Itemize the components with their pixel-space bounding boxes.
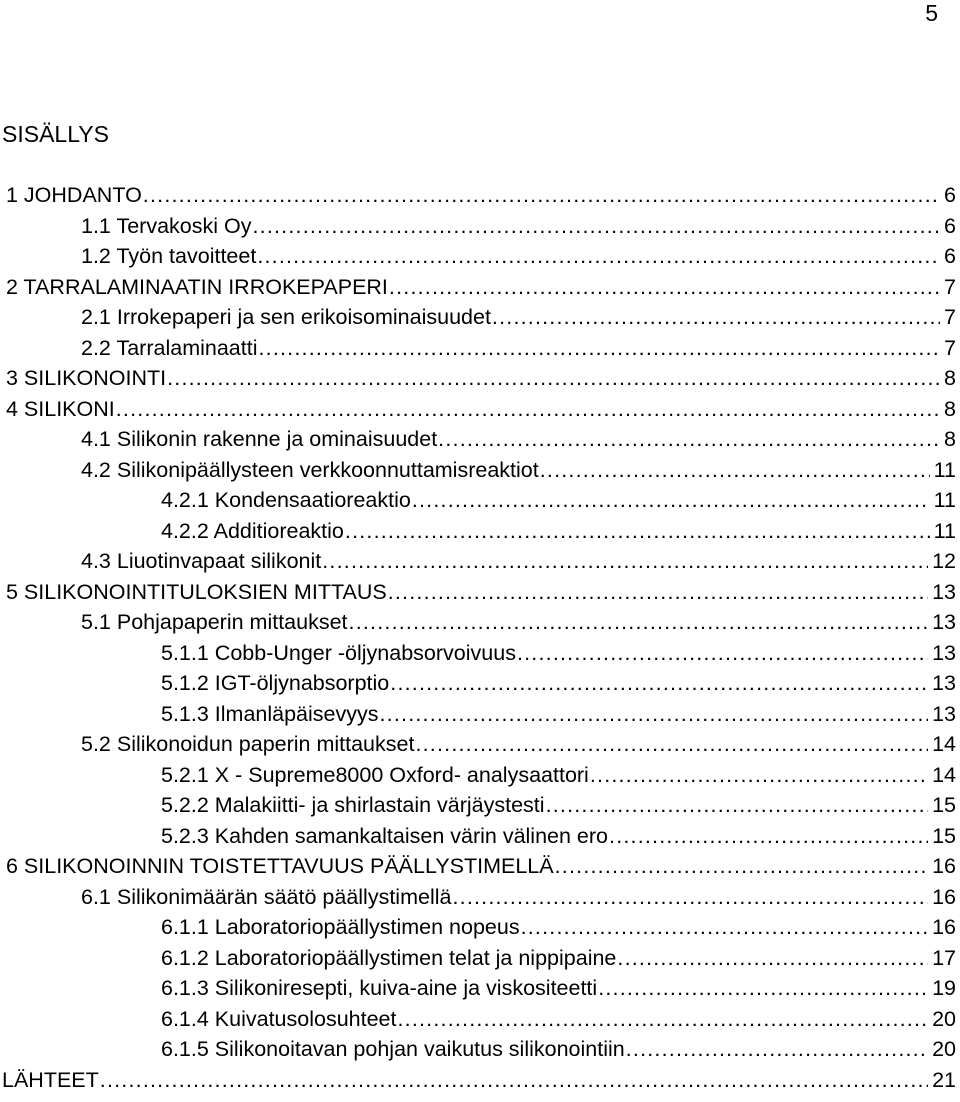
toc-entry[interactable] bbox=[0, 729, 956, 760]
toc-entry[interactable] bbox=[0, 699, 956, 730]
toc-dot-leader bbox=[397, 1004, 928, 1034]
toc-entry-title: 5.1.2 IGT-öljynabsorptio bbox=[161, 668, 390, 698]
toc-dot-leader bbox=[626, 1034, 928, 1064]
toc-entry-title: 2 TARRALAMINAATIN IRROKEPAPERI bbox=[6, 272, 389, 302]
toc-entry-page: 11 bbox=[930, 485, 956, 515]
toc-dot-leader bbox=[252, 211, 940, 241]
toc-dot-leader bbox=[412, 485, 930, 515]
toc-dot-leader bbox=[617, 943, 928, 973]
toc-entry[interactable] bbox=[0, 180, 956, 211]
toc-entry-page: 21 bbox=[928, 1065, 956, 1095]
toc-entry-title: 5.2 Silikonoidun paperin mittaukset bbox=[81, 729, 415, 759]
toc-entry-page: 6 bbox=[940, 211, 956, 241]
toc-dot-leader bbox=[390, 668, 928, 698]
toc-entry-title: 3 SILIKONOINTI bbox=[6, 363, 167, 393]
toc-entry[interactable] bbox=[0, 546, 956, 577]
toc-entry[interactable] bbox=[0, 485, 956, 516]
toc-entry[interactable] bbox=[0, 302, 956, 333]
toc-dot-leader bbox=[349, 607, 929, 637]
toc-entry[interactable] bbox=[0, 272, 956, 303]
toc-entry[interactable] bbox=[0, 1065, 956, 1096]
toc-entry-page: 7 bbox=[940, 272, 956, 302]
toc-entry-title: 1.1 Tervakoski Oy bbox=[81, 211, 252, 241]
toc-entry-page: 15 bbox=[928, 790, 956, 820]
toc-entry-title: 1.2 Työn tavoitteet bbox=[81, 241, 257, 271]
toc-entry-page: 16 bbox=[928, 882, 956, 912]
toc-entry-title: 5.1 Pohjapaperin mittaukset bbox=[81, 607, 349, 637]
toc-dot-leader bbox=[540, 455, 930, 485]
toc-entry-page: 14 bbox=[928, 729, 956, 759]
toc-entry-page: 20 bbox=[928, 1004, 956, 1034]
toc-entry[interactable] bbox=[0, 973, 956, 1004]
toc-entry[interactable] bbox=[0, 760, 956, 791]
toc-entry-page: 12 bbox=[928, 546, 956, 576]
toc-entry-title: 5.2.3 Kahden samankaltaisen värin välinen ero bbox=[161, 821, 609, 851]
toc-dot-leader bbox=[380, 699, 929, 729]
toc-entry-title: 6.1.1 Laboratoriopäällystimen nopeus bbox=[161, 912, 521, 942]
toc-entry-page: 8 bbox=[940, 424, 956, 454]
toc-entry-title: 6 SILIKONOINNIN TOISTETTAVUUS PÄÄLLYSTIMELLÄ bbox=[6, 851, 555, 881]
toc-entry-title: 4 SILIKONI bbox=[6, 394, 116, 424]
toc-entry-page: 13 bbox=[928, 577, 956, 607]
toc-dot-leader bbox=[546, 790, 929, 820]
toc-dot-leader bbox=[258, 333, 940, 363]
toc-entry[interactable] bbox=[0, 1004, 956, 1035]
toc-entry-page: 15 bbox=[928, 821, 956, 851]
toc-entry[interactable] bbox=[0, 638, 956, 669]
toc-entry-page: 19 bbox=[928, 973, 956, 1003]
toc-entry[interactable] bbox=[0, 394, 956, 425]
toc-entry-page: 7 bbox=[940, 302, 956, 332]
toc-entry[interactable] bbox=[0, 912, 956, 943]
toc-dot-leader bbox=[100, 1065, 928, 1095]
toc-dot-leader bbox=[257, 241, 940, 271]
toc-dot-leader bbox=[492, 302, 940, 332]
toc-entry-page: 17 bbox=[928, 943, 956, 973]
toc-entry[interactable] bbox=[0, 577, 956, 608]
toc-entry-page: 11 bbox=[930, 516, 956, 546]
toc-entry-title: 6.1.2 Laboratoriopäällystimen telat ja nippipaine bbox=[161, 943, 617, 973]
toc-entry[interactable] bbox=[0, 455, 956, 486]
toc-entry[interactable] bbox=[0, 821, 956, 852]
toc-dot-leader bbox=[517, 638, 928, 668]
toc-entry[interactable] bbox=[0, 943, 956, 974]
toc-entry-page: 13 bbox=[928, 699, 956, 729]
toc-dot-leader bbox=[438, 424, 940, 454]
toc-entry-title: 5.2.2 Malakiitti- ja shirlastain värjäystesti bbox=[161, 790, 546, 820]
toc-entry[interactable] bbox=[0, 851, 956, 882]
toc-entry-page: 16 bbox=[928, 851, 956, 881]
toc-entry-page: 13 bbox=[928, 607, 956, 637]
toc-entry-page: 13 bbox=[928, 638, 956, 668]
toc-entry-page: 6 bbox=[940, 180, 956, 210]
toc-entry-title: 2.2 Tarralaminaatti bbox=[81, 333, 258, 363]
toc-entry[interactable] bbox=[0, 241, 956, 272]
toc-entry[interactable] bbox=[0, 333, 956, 364]
toc-entry-title: LÄHTEET bbox=[2, 1065, 100, 1095]
toc-entry-title: 4.2.2 Additioreaktio bbox=[161, 516, 345, 546]
toc-dot-leader bbox=[590, 760, 928, 790]
toc-dot-leader bbox=[555, 851, 928, 881]
toc-entry-page: 11 bbox=[930, 455, 956, 485]
toc-dot-leader bbox=[521, 912, 929, 942]
toc-entry-title: 5 SILIKONOINTITULOKSIEN MITTAUS bbox=[6, 577, 388, 607]
toc-dot-leader bbox=[598, 973, 928, 1003]
toc-entry[interactable] bbox=[0, 516, 956, 547]
page-number: 5 bbox=[925, 0, 938, 26]
toc-entry-page: 13 bbox=[928, 668, 956, 698]
toc-heading: SISÄLLYS bbox=[2, 121, 109, 147]
toc-entry[interactable] bbox=[0, 1034, 956, 1065]
toc-dot-leader bbox=[389, 272, 940, 302]
table-of-contents bbox=[0, 180, 956, 1095]
toc-dot-leader bbox=[345, 516, 930, 546]
toc-dot-leader bbox=[167, 363, 940, 393]
toc-entry-title: 1 JOHDANTO bbox=[6, 180, 143, 210]
toc-dot-leader bbox=[452, 882, 928, 912]
toc-entry-page: 8 bbox=[940, 363, 956, 393]
toc-entry[interactable] bbox=[0, 363, 956, 394]
toc-entry[interactable] bbox=[0, 668, 956, 699]
toc-entry[interactable] bbox=[0, 607, 956, 638]
toc-entry-page: 6 bbox=[940, 241, 956, 271]
toc-entry-page: 16 bbox=[928, 912, 956, 942]
toc-dot-leader bbox=[116, 394, 940, 424]
toc-entry[interactable] bbox=[0, 790, 956, 821]
toc-dot-leader bbox=[388, 577, 928, 607]
toc-dot-leader bbox=[322, 546, 928, 576]
toc-entry-title: 4.2 Silikonipäällysteen verkkoonnuttamisreaktiot bbox=[81, 455, 540, 485]
toc-entry-page: 20 bbox=[928, 1034, 956, 1064]
toc-entry-title: 5.2.1 X - Supreme8000 Oxford- analysaattori bbox=[161, 760, 590, 790]
toc-entry[interactable] bbox=[0, 882, 956, 913]
toc-entry-title: 6.1.4 Kuivatusolosuhteet bbox=[161, 1004, 397, 1034]
toc-entry[interactable] bbox=[0, 211, 956, 242]
toc-entry-page: 7 bbox=[940, 333, 956, 363]
toc-entry-page: 14 bbox=[928, 760, 956, 790]
toc-dot-leader bbox=[609, 821, 928, 851]
toc-entry-title: 4.2.1 Kondensaatioreaktio bbox=[161, 485, 412, 515]
toc-entry[interactable] bbox=[0, 424, 956, 455]
toc-entry-title: 5.1.3 Ilmanläpäisevyys bbox=[161, 699, 380, 729]
toc-dot-leader bbox=[415, 729, 928, 759]
toc-entry-title: 6.1.5 Silikonoitavan pohjan vaikutus silikonointiin bbox=[161, 1034, 626, 1064]
toc-dot-leader bbox=[143, 180, 940, 210]
toc-entry-title: 5.1.1 Cobb-Unger -öljynabsorvoivuus bbox=[161, 638, 517, 668]
toc-entry-title: 4.3 Liuotinvapaat silikonit bbox=[81, 546, 322, 576]
toc-entry-title: 6.1 Silikonimäärän säätö päällystimellä bbox=[81, 882, 452, 912]
toc-entry-title: 6.1.3 Silikoniresepti, kuiva-aine ja viskositeetti bbox=[161, 973, 598, 1003]
toc-entry-page: 8 bbox=[940, 394, 956, 424]
toc-entry-title: 4.1 Silikonin rakenne ja ominaisuudet bbox=[81, 424, 438, 454]
toc-entry-title: 2.1 Irrokepaperi ja sen erikoisominaisuudet bbox=[81, 302, 492, 332]
